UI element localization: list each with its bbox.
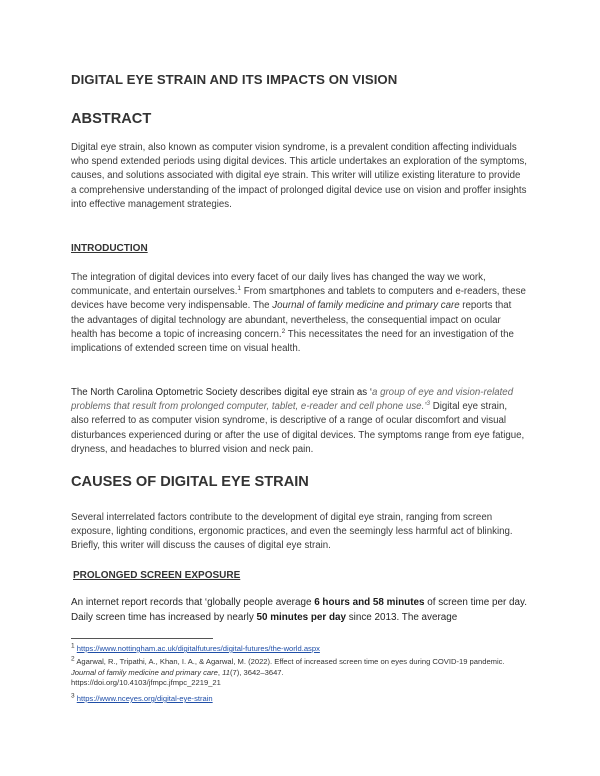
intro-p1-text-c: reports that the advantages of digital technology are abundant, nevertheless, the consequential impact on ocular health has become a topic of increasing concern. (71, 300, 512, 340)
intro-p1-text-d: This necessitates the need for an investigation of the implications of extended screen time on visual health. (71, 328, 514, 355)
screen-p-bold-1: 6 hours and 58 minutes (314, 597, 425, 608)
screen-p-text-b: of screen time per day. Daily screen time has increased by nearly (71, 597, 527, 623)
screen-p-text-c: since 2013. The average (345, 611, 458, 623)
abstract-heading: ABSTRACT (71, 111, 152, 127)
causes-heading: CAUSES OF DIGITAL EYE STRAIN (71, 474, 309, 490)
footnote-1-number: 1 (71, 642, 75, 650)
screen-p-bold-2: 50 minutes per day (256, 611, 346, 623)
screen-p-text-a: An internet report records that ‘globally people average (71, 597, 315, 608)
introduction-paragraph-1 (71, 271, 527, 356)
footnote-2 (71, 657, 531, 689)
footnote-3-number: 3 (71, 692, 75, 700)
intro-p1-journal: Journal of family medicine and primary care (272, 300, 460, 312)
intro-p1-text-a: The integration of digital devices into every facet of our daily lives has changed the way we work, communicate, and entertain ourselves. (71, 272, 486, 298)
intro-p2-text-b: Digital eye strain, also referred to as computer vision syndrome, is descriptive of a range of ocular discomfort and visual disturbances experienced during or after the use of digital devices. The symptoms range from eye fatigue, dryness, and headaches to blurred vision and neck pain. (71, 401, 525, 455)
footnote-divider (71, 638, 213, 639)
footnote-2-doi: https://doi.org/10.4103/jfmpc.jfmpc_2219_21 (71, 678, 221, 688)
introduction-heading: INTRODUCTION (71, 243, 148, 254)
footnote-ref-2[interactable]: 2 (281, 327, 286, 335)
footnote-3 (71, 694, 531, 705)
abstract-paragraph: Digital eye strain, also known as computer vision syndrome, is a prevalent condition affecting individuals who spend extended periods using digital devices. This article undertakes an exploration of the symptoms, causes, and solutions associated with digital eye strain. This writer will utilize existing literature to provide a comprehensive understanding of the impact of prolonged digital device use on vision and proffer insights into effective management strategies. (71, 142, 527, 210)
footnote-3-link[interactable]: https://www.nceyes.org/digital-eye-strain (76, 694, 213, 703)
footnote-2-text-a: Agarwal, R., Tripathi, A., Khan, I. A., & Agarwal, M. (2022). Effect of increased screen time on eyes during COVID-19 pandemic. (74, 657, 505, 666)
footnote-1-link[interactable]: https://www.nottingham.ac.uk/digitalfutures/digital-futures/the-world.aspx (76, 644, 320, 653)
causes-paragraph: Several interrelated factors contribute to the development of digital eye strain, ranging from screen exposure, lighting conditions, ergonomic practices, and even the seemingly less harmful act of blinking. Briefly, this writer will discuss the causes of digital eye strain. (71, 512, 513, 552)
prolonged-screen-exposure-heading: PROLONGED SCREEN EXPOSURE (73, 570, 241, 581)
introduction-paragraph-2 (71, 386, 527, 457)
footnote-2-text-b: , (217, 667, 223, 677)
footnote-2-text-c: (7), 3642–3647. (230, 667, 284, 677)
document-title: DIGITAL EYE STRAIN AND ITS IMPACTS ON VISION (71, 72, 398, 87)
footnote-2-number: 2 (71, 655, 75, 663)
intro-p2-quote: a group of eye and vision-related problems that result from prolonged computer, tablet, e-reader and cell phone use.’ (71, 387, 514, 413)
footnote-ref-1[interactable]: 1 (237, 284, 242, 292)
footnote-1 (71, 644, 531, 655)
intro-p1-text-b: From smartphones and tablets to computers and e-readers, these devices have become very indispensable. The (71, 286, 526, 312)
intro-p2-text-a: The North Carolina Optometric Society describes digital eye strain as ‘ (71, 387, 372, 398)
footnote-2-journal: Journal of family medicine and primary care (71, 667, 218, 677)
footnote-2-volume: 11 (222, 667, 230, 677)
footnote-ref-3[interactable]: 3 (426, 399, 431, 407)
screen-exposure-paragraph (71, 596, 527, 625)
